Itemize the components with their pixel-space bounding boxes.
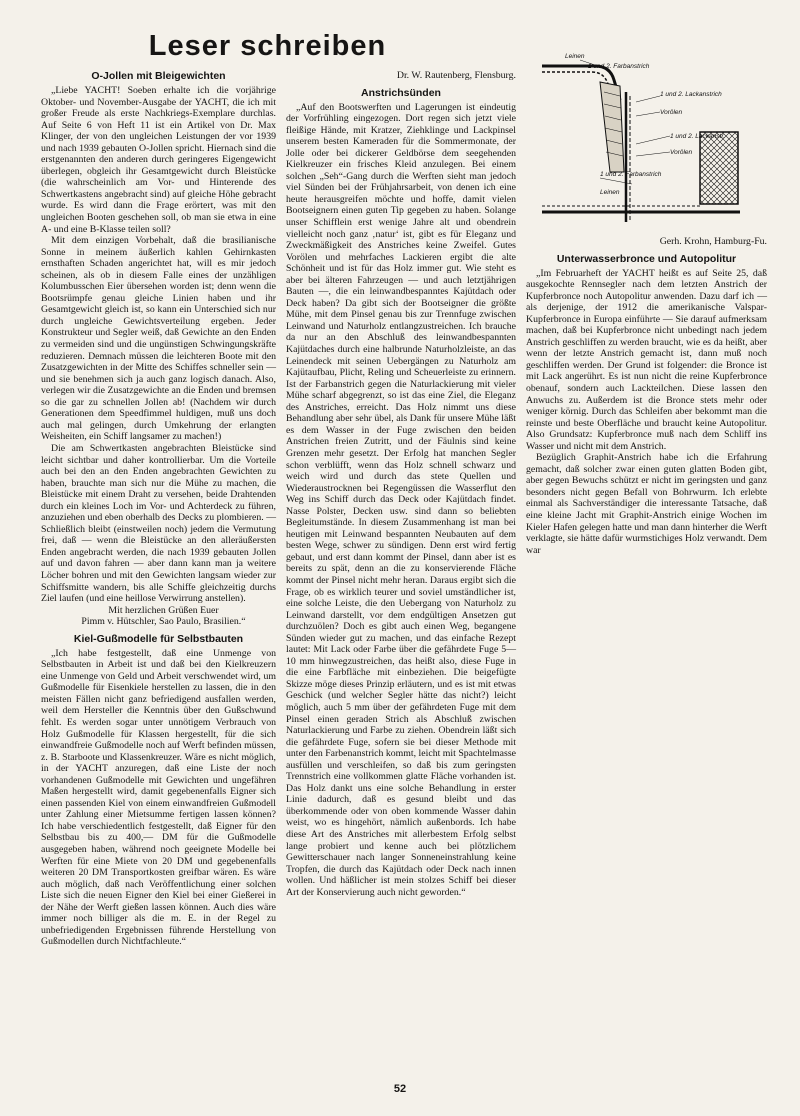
wood-rail-profile bbox=[600, 82, 624, 172]
column-2 bbox=[286, 70, 516, 898]
anstrich-signature: Gerh. Krohn, Hamburg-Fu. bbox=[659, 236, 767, 247]
ojollen-closing: Mit herzlichen Grüßen Euer bbox=[108, 604, 219, 616]
page-number: 52 bbox=[393, 1083, 407, 1095]
ojollen-paragraph-3: Die am Schwertkasten angebrachten Bleistücke sind leicht sichtbar und daher kontrollierbar. Um die Vorteile auch bei den an den Enden angebrachten Gewichten zu haben, brauchte man sich nur die Mühe zu machen, die Bleistücke mit einem Draht zu versehen, beide Drahtenden durch ein kleines Loch im Vor- und Achterdeck zu führen, anzuziehen und eben oberhalb des Decks zu plombieren. — Schließlich bleibt (einstweilen noch) jedem die Vermutung frei, daß — wenn die Bleistücke an den alleräußersten Enden angebracht werden, die nach 1939 gebauten Jollen auf und davon fahren — aber dann kann man ja weitere Löcher bohren und mit den Gewichten langsam wieder zur Schiffsmitte wandern, bis alle Schiffe gleichzeitig durchs Ziel laufen (und eine heillose Verwirrung anstellen). bbox=[41, 442, 276, 605]
anstrich-paragraph-1: „Auf den Bootswerften und Lagerungen ist eindeutig der Vorfrühling eingezogen. Dort regen sich jetzt viele fleißige Hände, mit Kratzer, Ziehklinge und Lackpinsel unserem besten Kameraden für die Sommermonate, der Jolle oder bei dickerer Geldbörse dem seegehenden Kielkreuzer ein frisches Kleid anzulegen. Bei einem solchen „Seh“-Gang durch die Werften sieht man jedoch viel Sünden bei der Frühjahrsarbeit, von denen ich eine heute herausgreifen möchte und hoffe, damit vielen Bootseignern einen guten Tip gegeben zu haben. Solange unser Schifflein erst wenige Jahre alt und obendrein vielleicht noch ganz ‚natur‘ ist, gibt es für Eleganz und Zweckmäßigkeit des Anstriches keine Zweifel. Gutes Vorölen und mehrfaches Lackieren ergibt die alte Schönheit und ist für das Holz immer gut. Wie steht es aber bei älteren Fahrzeugen — und auch letztjährigen Bauten —, die ein leinwandbespanntes Kajütdach oder Deck haben? Da gibt sich der Bootseigner die größte Mühe, mit dem Pinsel genau bis zur Trennfuge zwischen Leinwand und Naturholz entlangzustreichen. Ich brauche da nur an den Abschluß des leinwandbespannten Kajütdaches durch eine halbrunde Naturholzleiste, an das Leinendeck mit seinen Uebergängen zu Naturholz am Kajütaufbau, Plicht, Reling und Scheuerleiste zu erinnern. Ist der Farbanstrich gegen die Naturlackierung mit vieler Mühe scharf abgegrenzt, so ist das eine Ziel, die Eleganz des Anstriches, erreicht. Das Holz nimmt uns diese Behandlung aber sehr übel, als Dank für unsere Mühe läßt es dem Wasser in der Fuge zwischen den beiden Anstrichen freien Zutritt, und der Fäulnis sind keine Grenzen mehr gesetzt. Der Erfolg hat manchen Segler schon verblüfft, wenn das Holz schnell schwarz und weich wird und durch das stete Quellen und Wiederaustrocknen bei Regengüssen die Wasserflut den Weg ins Schiff durch das Deck oder Kajütdach findet. Nasse Polster, Decken usw. sind dann so beliebten Begleitumstände. In diesem Zusammenhang ist man bei heutigen mit Leinwand bespannten Neubauten auf dem besten Wege, schwer zu sündigen. Denn erst wird fertig gebaut, und erst dann kommt der Pinsel, dann aber ist es bereits zu spät, denn an die zu konservierende Fläche kommt der Pinsel nicht mehr heran. Daraus ergibt sich die Frage, ob es wirklich teurer und soviel umständlicher ist, eine solche Leiste, die den Uebergang von Naturholz zu Leinwand darstellt, vor dem endgültigen Ansetzen gut durchzuölen? Doch es gibt auch einen Weg, begangene Sünden wieder gut zu machen, und das einfache Rezept lautet: Mit Lack oder Farbe über die gefährdete Fuge 5—10 mm hinwegzustreichen, das heißt also, diese Fuge in die eine Farbfläche mit einbeziehen. Die beigefügte Skizze möge dieses Prinzip erläutern, und es ist mit etwas Geschick (und welcher Segler hätte das nicht?) leicht möglich, auch 5 mm über der gefährdeten Fuge mit dem Pinsel einen geraden Strich als Abschluß zwischen Naturlackierung und Farbe zu ziehen. Obendrein läßt sich die gefährdete Fuge, sofern sie bei dieser Methode mit unter den Farbenanstrich kommt, leicht mit Spachtelmasse ausfüllen und verschleifen, so daß bis zum geringsten Trennstrich eine vollkommen glatte Fläche vorhanden ist. Das Holz dankt uns eine solche Behandlung in erster Linie dadurch, daß es gesund bleibt und das überkommende oder von oben kommende Wasser dahin weist, wo es hingehört, nämlich außenbords. Ich habe diese Art des Anstriches mit allerbestem Erfolg selbst lange probiert und kenne auch bei plötzlichem Gewitterschauer nach langer Sonneneinstrahlung keine Tropfen, die durch das Kajütdach oder Deck nach innen wollen. Und häßlicher ist mein stolzes Schiff bei dieser Art der Konservierung auch nicht geworden.“ bbox=[286, 101, 516, 898]
kiel-paragraph-1: „Ich habe festgestellt, daß eine Unmenge von Selbstbauten in Arbeit ist und daß bei den Kielkreuzern eine Unmenge von Geld und Arbeit verschwendet wird, um Gußmodelle für Eisenkiele herstellen zu lassen, die in den meisten Fällen nicht ganz befriedigend ausfallen werden, weil dem Hersteller die Kenntnis über den Gußschwund fehlt. Es werden sogar unter unnötigem Verbrauch von Holz Gußmodelle für Klassen hergestellt, für die sich einwandfreie Gußmodelle noch auf Werft befinden müssen, z. B. Starboote und Klassenkreuzer. Wäre es nicht möglich, in der YACHT anzuregen, daß eine Liste der noch vorhandenen Gußmodelle mit Gewichten und ungefähren Maßen hergestellt wird, damit gegebenenfalls Eigner sich einen passenden Kiel von einem einwandfreien Gußmodell unter Zahlung einer Mietsumme fertigen lassen können? Ich habe verschiedentlich festgestellt, daß Eigner für den Selbstbau bis zu 400,— DM für die Gußmodelle ausgegeben haben, während noch geeignete Modelle bei Werften für eine Miete von 20 DM und gegebenenfalls weiteren 20 DM Transportkosten greifbar wären. Es wäre auch möglich, daß nach Veröffentlichung einer solchen Liste sich die neuen Eigner den Kiel bei einer Gießerei in der Nähe der Werft gießen lassen können. Auch dies wäre immer noch billiger als die m. E. in der Regel zu unbefriedigenden Ergebnissen führende Herstellung von Gußmodellen durch Nichtfachleute.“ bbox=[41, 647, 276, 948]
label-farbanstrich-top: 1 und 2. Farbanstrich bbox=[588, 63, 650, 70]
paint-joint-sketch bbox=[540, 52, 768, 232]
ojollen-signature: Pimm v. Hütschler, Sao Paulo, Brasilien.“ bbox=[81, 616, 246, 628]
label-farbanstrich-bottom: 1 und 2. Farbanstrich bbox=[600, 171, 662, 178]
heading-unterwasser: Unterwasserbronce und Autopolitur bbox=[556, 252, 737, 265]
label-lackanstrich-2: 1 und 2. Lackanstr. bbox=[670, 133, 726, 140]
unterwasser-paragraph-2: Bezüglich Graphit-Anstrich habe ich die Erfahrung gemacht, daß solcher zwar einen guten glatten Boden gibt, aber gegen Bewuchs schützt er nicht im geringsten und ganz besonders nicht gegen Befall von Bohrwurm. Ich erlebte einmal als Sachverständiger die interessante Tatsache, daß eine kleine Jacht mit Graphit-Anstrich einige Wochen im Kieler Hafen gelegen hatte und man dann hinterher die Werft verklagte, sie hätte dafür wurmstichiges Holz verwandt. Dem war bbox=[526, 452, 767, 556]
heading-anstrich: Anstrichsünden bbox=[361, 86, 441, 99]
ojollen-paragraph-1: „Liebe YACHT! Soeben erhalte ich die vorjährige Oktober- und November-Ausgabe der YACHT, die ich mit großer Freude als erste Nachkriegs-Exemplare durchlas. Auf Seite 6 von Heft 11 ist ein Artikel von Dr. Max Klinger, der von den ungleichen Leistungen der vor 1939 und nach 1939 gebauten O-Jollen spricht. Hiernach sind die erstgenannten den anderen durch geringeres Eigengewicht überlegen, obgleich ihr Gesamtgewicht durch Bleistücke (die wahrscheinlich am Vor- und Hinterende des Schwertkastens angebracht sind) auf gleiche Höhe gebracht wurde. Es wird dann die Frage erörtert, was mit den ungleichen Booten geschehen soll, ob man sie etwa in eine A- und eine B-Klasse teilen soll? bbox=[41, 85, 276, 235]
column-1 bbox=[41, 70, 276, 948]
label-leinen-top: Leinen bbox=[565, 53, 585, 60]
unterwasser-paragraph-1: „Im Februarheft der YACHT heißt es auf Seite 25, daß ausgekochte Rennsegler nach dem letzten Anstrich der Kupferbronce noch Autopolitur anwenden. Dazu darf ich — als derjenige, der 1912 die amerikanische Valspar-Kupferbronce in Europa einführte — Sie darauf aufmerksam machen, daß bei Kupferbronce nicht unbedingt nach jedem Anstrich geschliffen zu werden braucht, wie es da heißt, aber wenn der letzte Anstrich gemacht ist, dann muß noch geschliffen werden. Der Grund ist folgender: die Bronce ist mit Lack angerührt. Es ist nun nicht die reine Kupferbronce obenauf, sondern auch Lackteilchen. Diese lassen den Anwuchs zu. Außerdem ist die Bronce stets mehr oder weniger körnig. Durch das Schleifen aber bekommt man die reinste und beste Oberfläche und braucht keine Autopolitur. Also Grundsatz: Kupferbronce muß nach dem Schliff ins Wasser und nicht mit dem Anstrich. bbox=[526, 267, 767, 452]
label-vorolen-1: Vorölen bbox=[660, 109, 683, 116]
ojollen-paragraph-2: Mit dem einzigen Vorbehalt, daß die brasilianische Sonne in meinem äußerlich kahlen Gehirnkasten ernsthaften Schaden angerichtet hat, will es mir jedoch scheinen, als ob in diesem Falle eines der unzähligen Kolumbusschen Eier übersehen worden ist; denn wenn die Bootsrümpfe genau gleiche Linien haben und ihr Gesamtgewicht gleich ist, so kann ein Unterschied sich nur durch ungleiche Gewichtsverteilung ergeben. Jeder Konstrukteur und Segler weiß, daß Gewichte an den Enden zu vermeiden sind und die ungünstigen Schwingungskräfte reduzieren. Demnach müssen die leichteren Boote mit den Zusatzgewichten in der Mitte des Schiffes schneller sein — und sie benehmen sich ja auch ganz logisch danach. Also, verlegen wir die Zusatzgewichte an die Enden und bremsen so die gar zu schnellen Jollen ab! (Nachdem wir durch Generationen dem Speedfimmel huldigen, muß uns doch auch mal gelingen, durch Umkehrung der erlangten Weisheiten, ein Schiff langsamer zu machen!) bbox=[41, 235, 276, 443]
kiel-signature: Dr. W. Rautenberg, Flensburg. bbox=[396, 70, 516, 81]
paint-joint-sketch-drawing bbox=[540, 52, 768, 232]
page-title: Leser schreiben bbox=[148, 30, 387, 62]
label-leinen-bottom: Leinen bbox=[600, 189, 620, 196]
heading-ojollen: O-Jollen mit Bleigewichten bbox=[91, 70, 226, 82]
heading-kiel: Kiel-Gußmodelle für Selbstbauten bbox=[73, 632, 244, 645]
label-lackanstrich-1: 1 und 2. Lackanstrich bbox=[660, 91, 722, 98]
label-vorolen-2: Vorölen bbox=[670, 149, 693, 156]
cabin-side-block bbox=[700, 132, 738, 204]
column-3 bbox=[526, 236, 767, 556]
